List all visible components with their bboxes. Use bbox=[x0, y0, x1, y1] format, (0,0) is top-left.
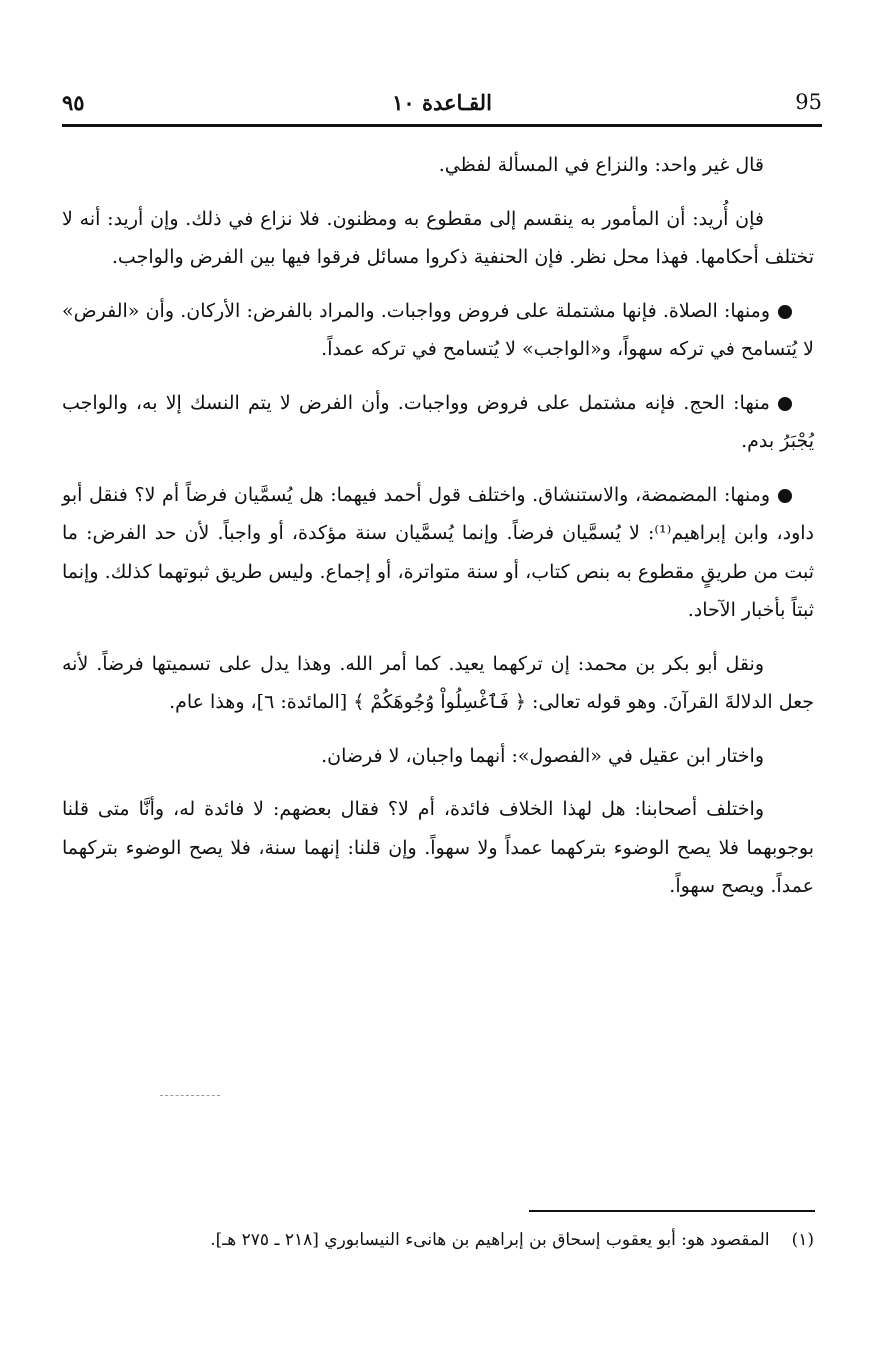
footnote-rule bbox=[529, 1210, 815, 1212]
paragraph-7: واختار ابن عقيل في «الفصول»: أنهما واجبان، لا فرضان. bbox=[321, 744, 764, 767]
paragraph-3 bbox=[62, 292, 814, 369]
paragraph-4 bbox=[62, 384, 814, 461]
paragraph-2: فإن أُريد: أن المأمور به ينقسم إلى مقطوع به ومظنون. فلا نزاع في ذلك. وإن أريد: أنه لا تختلف أحكامها. فهذا محل نظر. فإن الحنفية ذكروا مسائل فرقوا فيها بين الفرض والواجب. bbox=[62, 207, 814, 268]
paragraph-5-text: ومنها: المضمضة، والاستنشاق. واختلف قول أحمد فيهما: هل يُسمَّيان فرضاً أم لا؟ فنقل أبو داود، وابن إبراهيم⁽¹⁾: لا يُسمَّيان فرضاً. وإنما يُسمَّيان سنة مؤكدة، أو واجباً. لأن حد الفرض: ما ثبت من طريقٍ مقطوع به بنص كتاب، أو سنة متواترة، أو إجماع. وليس طريق ثبوتهما كذلك. وإنما ثبتاً بأخبار الآحاد. bbox=[62, 483, 814, 621]
bullet-icon bbox=[778, 397, 792, 411]
page-header bbox=[62, 84, 822, 126]
bullet-icon bbox=[778, 305, 792, 319]
page-number-latin: 95 bbox=[795, 90, 822, 114]
page-body bbox=[62, 146, 814, 921]
header-rule bbox=[62, 124, 822, 127]
paragraph-1: قال غير واحد: والنزاع في المسألة لفظي. bbox=[438, 154, 764, 176]
paragraph-6: ونقل أبو بكر بن محمد: إن تركهما يعيد. كما أمر الله. وهذا يدل على تسميتها فرضاً. لأنه جعل الدلالةَ القرآنَ. وهو قوله تعالى: ﴿ فَٱغْسِلُواْ وُجُوهَكُمْ ﴾ [المائدة: ٦]، وهذا عام. bbox=[62, 652, 814, 713]
footnote-number: (١) bbox=[791, 1230, 814, 1250]
running-title: القـاعدة ١٠ bbox=[392, 90, 492, 115]
paragraph-4-text: منها: الحج. فإنه مشتمل على فروض وواجبات. وأن الفرض لا يتم النسك إلا به، والواجب يُجْبَرُ بدم. bbox=[62, 391, 814, 452]
paragraph-3-text: ومنها: الصلاة. فإنها مشتملة على فروض وواجبات. والمراد بالفرض: الأركان. وأن «الفرض» لا يُتسامح في تركه سهواً، و«الواجب» لا يُتسامح في تركه عمداً. bbox=[62, 299, 814, 360]
footnote-text: المقصود هو: أبو يعقوب إسحاق بن إبراهيم بن هانىء النيسابوري [٢١٨ ـ ٢٧٥ هـ]. bbox=[210, 1230, 770, 1250]
scan-specks bbox=[160, 1095, 220, 1100]
bullet-icon bbox=[778, 489, 792, 503]
paragraph-8: واختلف أصحابنا: هل لهذا الخلاف فائدة، أم لا؟ فقال بعضهم: لا فائدة له، وأنَّا متى قلنا بوجوبهما فلا يصح الوضوء بتركهما عمداً ولا سهواً. وإن قلنا: إنهما سنة، فلا يصح الوضوء بتركهما عمداً. ويصح سهواً. bbox=[62, 798, 814, 897]
footnote bbox=[62, 1226, 814, 1254]
page-number-arabic: ٩٥ bbox=[62, 90, 85, 115]
paragraph-5 bbox=[62, 476, 814, 630]
